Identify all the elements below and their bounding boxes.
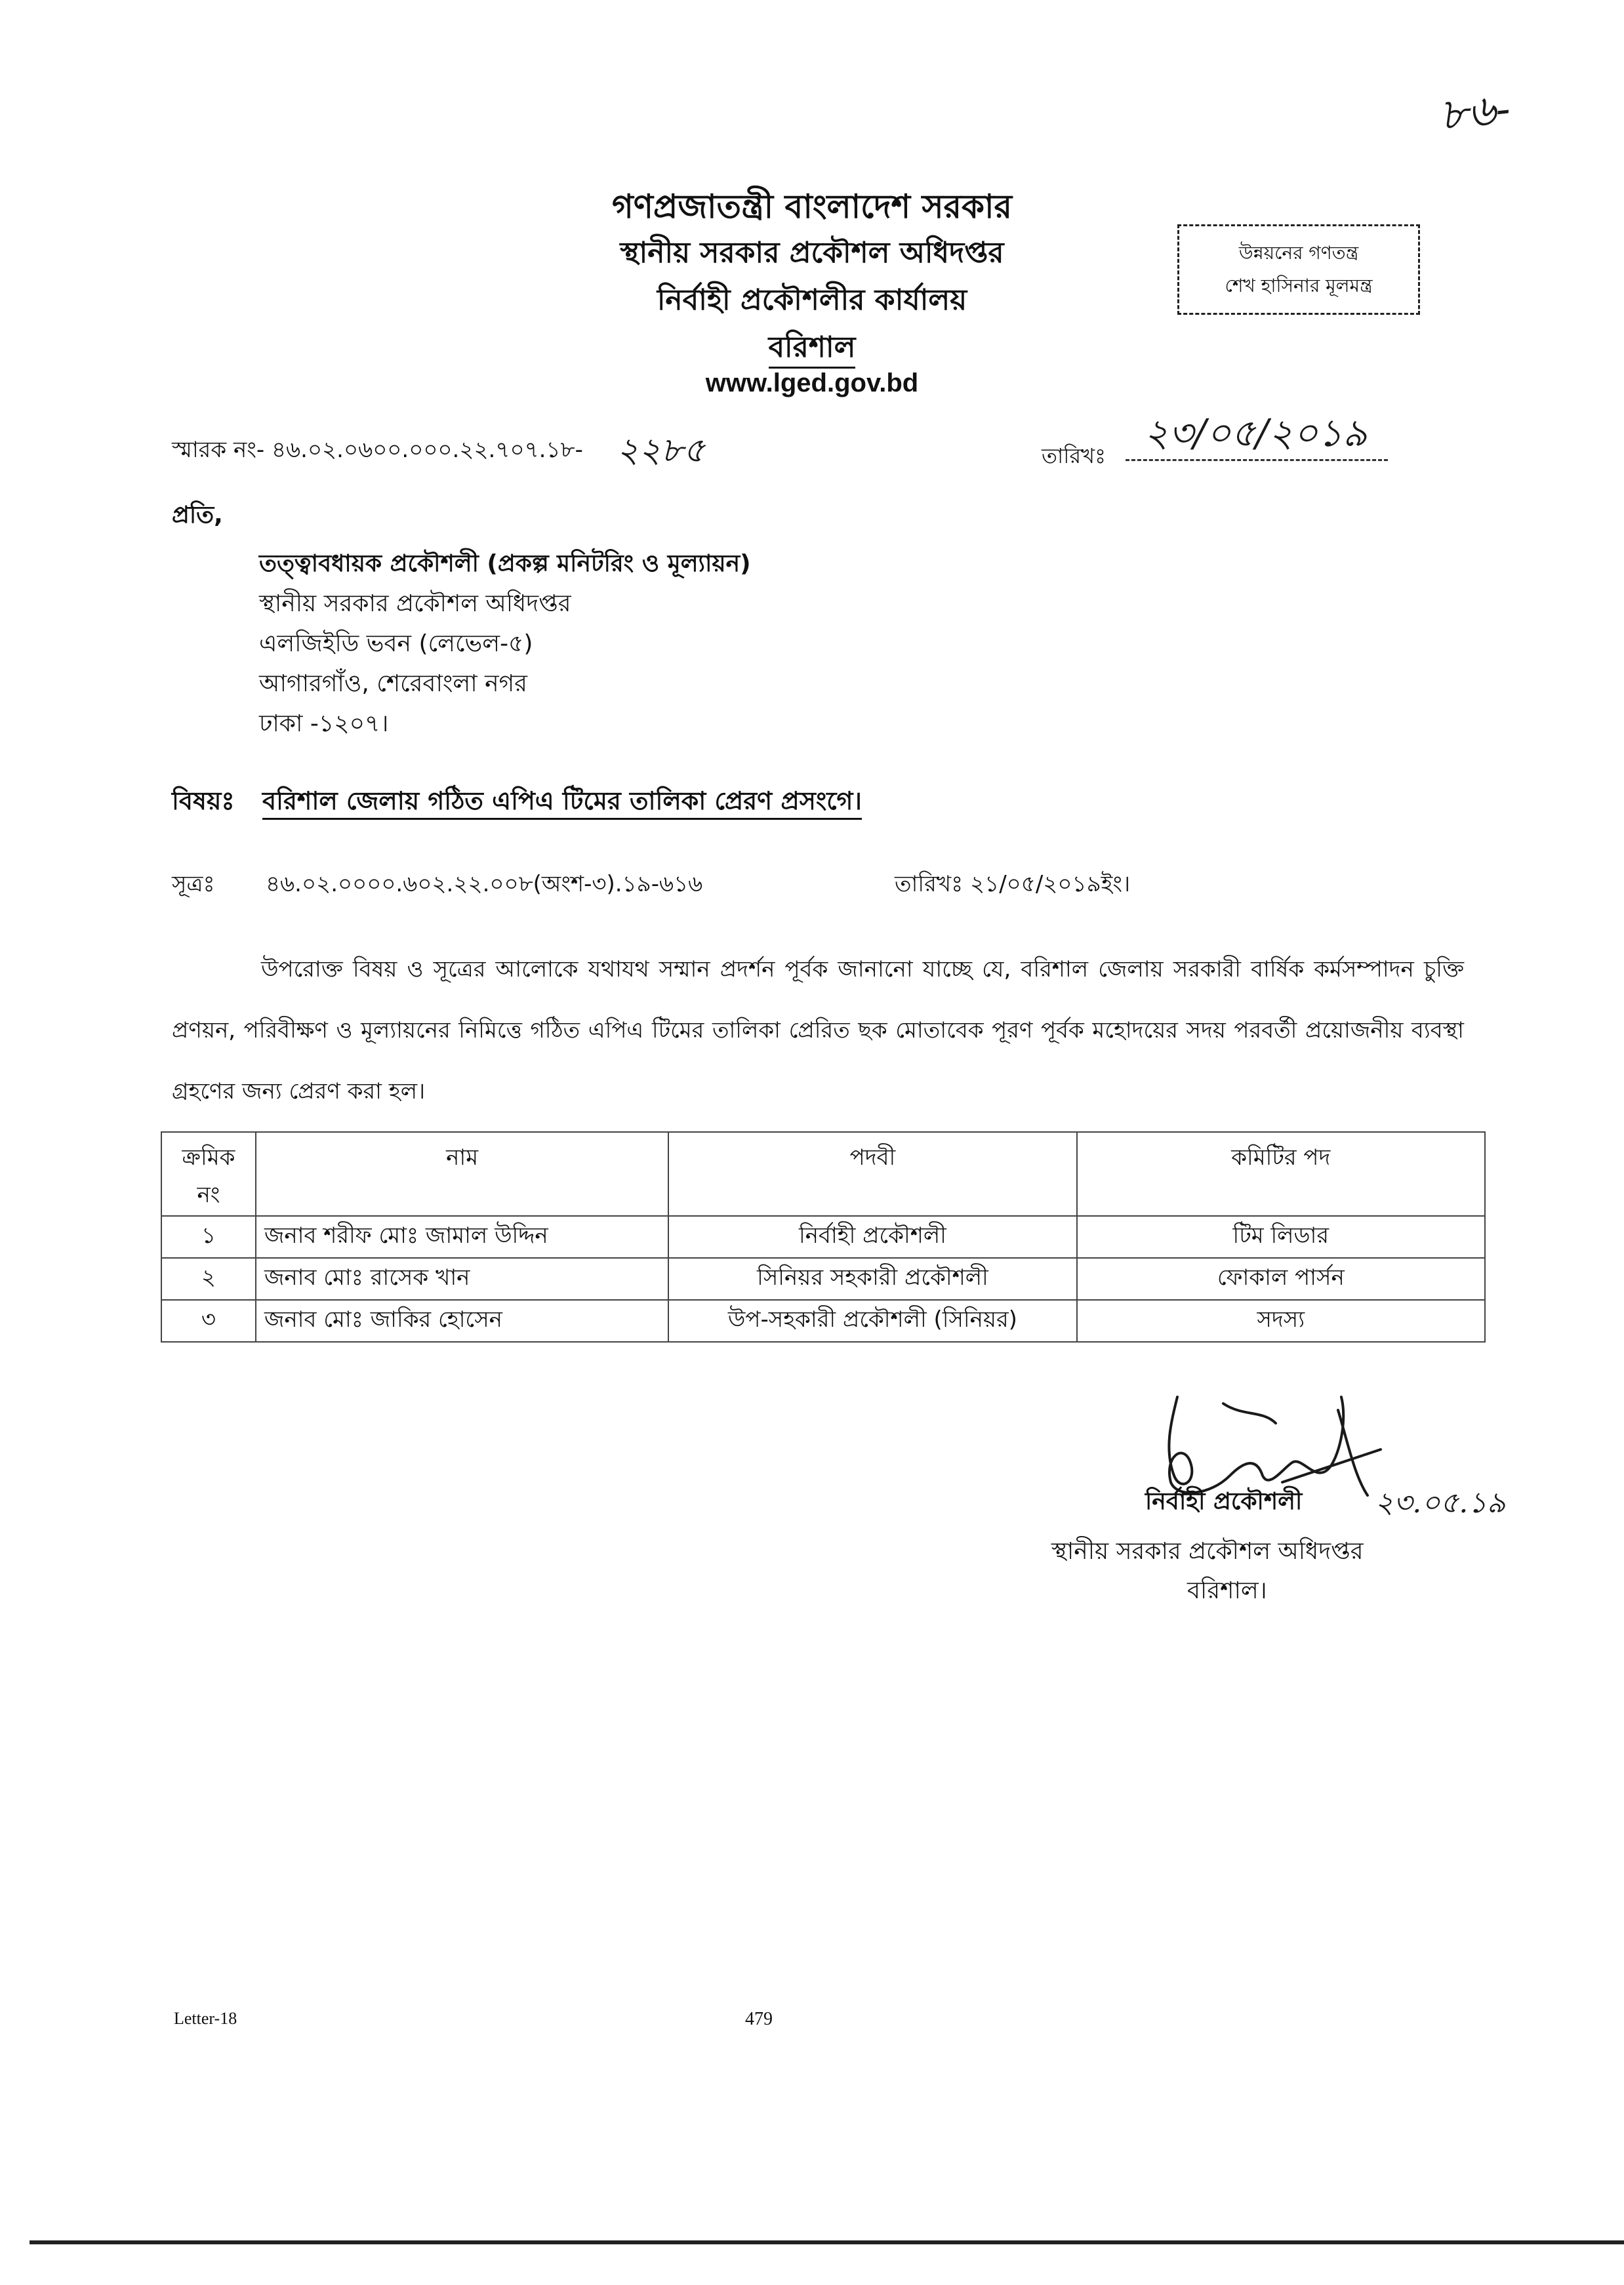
reference-label: সূত্রঃ (172, 871, 215, 897)
subject-line (262, 782, 862, 824)
cell-designation: নির্বাহী প্রকৌশলী (668, 1216, 1076, 1258)
date-handwritten: ২৩/০৫/২০১৯ (1144, 411, 1368, 455)
bottom-rule (30, 2240, 1624, 2244)
office-city (0, 325, 1624, 373)
table-row (161, 1300, 1485, 1342)
reference-number: ৪৬.০২.০০০০.৬০২.২২.০০৮(অংশ-৩).১৯-৬১৬ (266, 871, 703, 897)
column-header-committee-role: কমিটির পদ (1077, 1132, 1485, 1216)
table-header-row (161, 1132, 1485, 1216)
cell-serial: ১ (161, 1216, 256, 1258)
website-link[interactable]: www.lged.gov.bd (705, 369, 919, 397)
column-header-serial: ক্রমিক নং (161, 1132, 256, 1216)
column-header-designation: পদবী (668, 1132, 1076, 1216)
cell-designation: উপ-সহকারী প্রকৌশলী (সিনিয়র) (668, 1300, 1076, 1342)
letter-body: উপরোক্ত বিষয় ও সূত্রের আলোকে যথাযথ সম্মান প্রদর্শন পূর্বক জানানো যাচ্ছে যে, বরিশাল জেলায় সরকারী বার্ষিক কর্মসম্পাদন চুক্তি প্রণয়ন, পরিবীক্ষণ ও মূল্যায়নের নিমিত্তে গঠিত এপিএ টিমের তালিকা প্রেরিত ছক মোতাবেক পূরণ পূর্বক মহোদয়ের সদয় পরবর্তী প্রয়োজনীয় ব্যবস্থা গ্রহণের জন্য প্রেরণ করা হল। (172, 956, 1464, 1104)
subject-text: বরিশাল জেলায় গঠিত এপিএ টিমের তালিকা প্রেরণ প্রসংগে। (262, 786, 862, 820)
government-title: গণপ্রজাতন্ত্রী বাংলাদেশ সরকার (612, 188, 1012, 226)
recipient-line: এলজিইডি ভবন (লেভেল-৫) (259, 630, 533, 657)
cell-serial: ৩ (161, 1300, 256, 1342)
subject-label: বিষয়ঃ (172, 786, 235, 815)
department-name: স্থানীয় সরকার প্রকৌশল অধিদপ্তর (620, 236, 1004, 270)
recipient-line: ঢাকা -১২০৭। (259, 710, 389, 737)
signatory-organization: স্থানীয় সরকার প্রকৌশল অধিদপ্তর (1051, 1538, 1364, 1565)
cell-designation: সিনিয়র সহকারী প্রকৌশলী (668, 1258, 1076, 1300)
slogan-line-2: শেখ হাসিনার মূলমন্ত্র (1225, 275, 1373, 296)
cell-name: জনাব মোঃ জাকির হোসেন (256, 1300, 668, 1342)
reference-date: তারিখঃ ২১/০৫/২০১৯ইং। (895, 871, 1131, 897)
table-row (161, 1258, 1485, 1300)
table-row (161, 1216, 1485, 1258)
apa-team-table (161, 1131, 1486, 1343)
recipient-to-label: প্রতি, (172, 502, 223, 529)
signatory-title: নির্বাহী প্রকৌশলী (1145, 1488, 1303, 1515)
footer-letter-label: Letter-18 (174, 2009, 237, 2028)
signatory-city: বরিশাল। (1187, 1577, 1267, 1604)
slogan-box (1177, 224, 1420, 315)
cell-committee-role: সদস্য (1077, 1300, 1485, 1342)
cell-name: জনাব শরীফ মোঃ জামাল উদ্দিন (256, 1216, 668, 1258)
cell-serial: ২ (161, 1258, 256, 1300)
recipient-line: আগারগাঁও, শেরেবাংলা নগর (259, 670, 527, 697)
cell-committee-role: টিম লিডার (1077, 1216, 1485, 1258)
office-name: নির্বাহী প্রকৌশলীর কার্যালয় (657, 283, 967, 317)
memo-number-handwritten: ২২৮৫ (617, 431, 706, 470)
cell-name: জনাব মোঃ রাসেক খান (256, 1258, 668, 1300)
cell-committee-role: ফোকাল পার্সন (1077, 1258, 1485, 1300)
office-city-text: বরিশাল (769, 331, 856, 369)
footer-page-number: 479 (745, 2009, 773, 2029)
signature-date-handwritten: ২৩.০৫.১৯ (1375, 1486, 1506, 1520)
recipient-line: তত্ত্বাবধায়ক প্রকৌশলী (প্রকল্প মনিটরিং ও মূল্যায়ন) (259, 550, 751, 577)
column-header-name: নাম (256, 1132, 668, 1216)
recipient-line: স্থানীয় সরকার প্রকৌশল অধিদপ্তর (259, 590, 571, 617)
date-label: তারিখঃ (1042, 443, 1106, 468)
slogan-line-1: উন্নয়নের গণতন্ত্র (1238, 242, 1359, 264)
memo-number-label: স্মারক নং- ৪৬.০২.০৬০০.০০০.২২.৭০৭.১৮- (172, 437, 583, 463)
handwritten-page-mark: ৮৬- (1436, 83, 1513, 141)
